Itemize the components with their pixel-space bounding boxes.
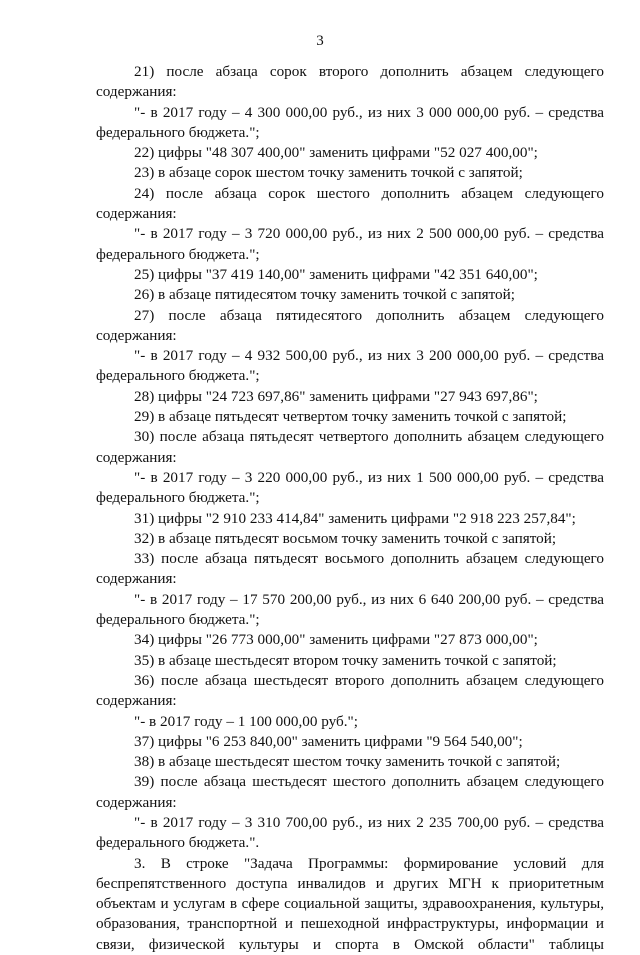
page-number: 3 [316, 33, 324, 49]
paragraph-item-31: 31) цифры "2 910 233 414,84" заменить цифрами "2 918 223 257,84"; [134, 509, 576, 527]
paragraph-quote: "- в 2017 году – 4 300 000,00 руб., из них 3 000 000,00 руб. – средства федерального бюджета."; [96, 103, 604, 141]
paragraph-item-28: 28) цифры "24 723 697,86" заменить цифрами "27 943 697,86"; [134, 387, 538, 405]
paragraph-quote: "- в 2017 году – 3 310 700,00 руб., из них 2 235 700,00 руб. – средства федерального бюджета.". [96, 813, 604, 852]
paragraph-item-27: 27) после абзаца пятидесятого дополнить абзацем следующего содержания: [96, 306, 604, 344]
paragraph-quote: "- в 2017 году – 3 720 000,00 руб., из них 2 500 000,00 руб. – средства федерального бюджета."; [96, 225, 604, 263]
paragraph-item-36: 36) после абзаца шестьдесят второго дополнить абзацем следующего содержания: [96, 671, 604, 710]
paragraph-item-26: 26) в абзаце пятидесятом точку заменить точкой с запятой; [134, 286, 515, 304]
paragraph-item-32: 32) в абзаце пятьдесят восьмом точку заменить точкой с запятой; [134, 529, 557, 547]
paragraph-item-29: 29) в абзаце пятьдесят четвертом точку заменить точкой с запятой; [134, 408, 567, 426]
paragraph-quote: "- в 2017 году – 4 932 500,00 руб., из них 3 200 000,00 руб. – средства федерального бюджета."; [96, 347, 604, 385]
paragraph-item-22: 22) цифры "48 307 400,00" заменить цифрами "52 027 400,00"; [134, 144, 538, 162]
document-body [96, 62, 604, 955]
paragraph-quote: "- в 2017 году – 17 570 200,00 руб., из них 6 640 200,00 руб. – средства федерального бюджета."; [96, 590, 604, 629]
paragraph-item-23: 23) в абзаце сорок шестом точку заменить точкой с запятой; [134, 164, 523, 182]
paragraph-item-24: 24) после абзаца сорок шестого дополнить абзацем следующего содержания: [96, 184, 604, 223]
paragraph-item-37: 37) цифры "6 253 840,00" заменить цифрами "9 564 540,00"; [134, 732, 523, 750]
paragraph-item-34: 34) цифры "26 773 000,00" заменить цифрами "27 873 000,00"; [134, 631, 538, 649]
paragraph-quote: "- в 2017 году – 3 220 000,00 руб., из них 1 500 000,00 руб. – средства федерального бюджета."; [96, 468, 604, 507]
paragraph-item-33: 33) после абзаца пятьдесят восьмого дополнить абзацем следующего содержания: [96, 550, 604, 588]
paragraph-section-3: 3. В строке "Задача Программы: формирование условий для беспрепятственного доступа инвалидов и других МГН к приоритетным объектам и услугам в сфере социальной защиты, здравоохранения, культуры, образования, транспортной и пешеходной инфраструктуры, информации и связи, физической культуры и спорта в Омской области" таблицы [96, 854, 604, 953]
paragraph-item-35: 35) в абзаце шестьдесят втором точку заменить точкой с запятой; [134, 651, 557, 669]
paragraph-quote: "- в 2017 году – 1 100 000,00 руб."; [134, 712, 358, 730]
paragraph-item-38: 38) в абзаце шестьдесят шестом точку заменить точкой с запятой; [134, 753, 561, 771]
paragraph-item-30: 30) после абзаца пятьдесят четвертого дополнить абзацем следующего содержания: [96, 428, 604, 466]
paragraph-item-39: 39) после абзаца шестьдесят шестого дополнить абзацем следующего содержания: [96, 773, 604, 811]
paragraph-item-21: 21) после абзаца сорок второго дополнить абзацем следующего содержания: [96, 63, 604, 101]
paragraph-item-25: 25) цифры "37 419 140,00" заменить цифрами "42 351 640,00"; [134, 265, 538, 283]
